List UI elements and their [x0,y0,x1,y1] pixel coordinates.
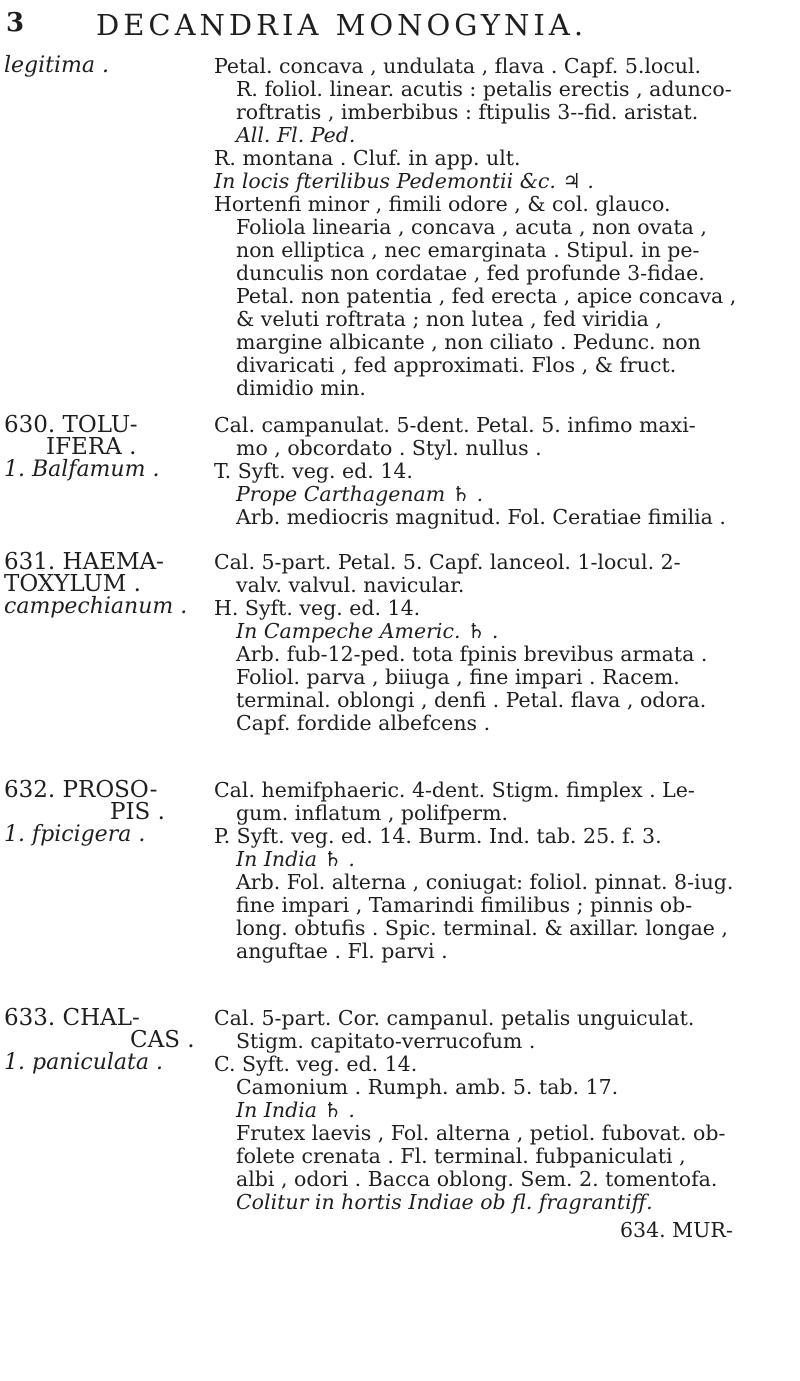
text-line: Capf. fordide albefcens . [236,711,491,735]
text-line: In India ♄ . [236,847,355,871]
species-label: 1. paniculata . [4,1050,163,1075]
text-line: terminal. oblongi , denfi . Petal. flava , odora. [236,688,707,712]
text-line: Foliol. parva , biiuga , fine impari . Racem. [236,665,680,689]
text-line: Cal. campanulat. 5-dent. Petal. 5. infimo maxi- [214,413,696,437]
page-header [0,0,800,50]
text-line: R. foliol. linear. acutis : petalis erectis , adunco- [236,77,732,101]
genus-name: CAS . [130,1027,195,1053]
text-line: divaricati , fed approximati. Flos , & fruct. [236,353,677,377]
catchword: 634. MUR- [620,1218,733,1242]
text-line: Arb. mediocris magnitud. Fol. Ceratiae fimilia . [236,505,726,529]
text-line: Arb. Fol. alterna , coniugat: foliol. pinnat. 8-iug. [236,870,734,894]
text-line: dunculis non cordatae , fed profunde 3-fidae. [236,261,705,285]
text-line: gum. inflatum , polifperm. [236,801,509,825]
species-label: campechianum . [4,594,188,619]
text-line: Cal. 5-part. Cor. campanul. petalis unguiculat. [214,1006,695,1030]
species-label: 1. fpicigera . [4,822,146,847]
text-line: anguftae . Fl. parvi . [236,939,448,963]
text-line: Frutex laevis , Fol. alterna , petiol. fubovat. ob- [236,1121,726,1145]
margin-label: legitima . [4,53,110,78]
text-line: mo , obcordato . Styl. nullus . [236,436,542,460]
running-head: DECANDRIA MONOGYNIA. [96,8,588,42]
genus-name: PIS . [110,799,165,825]
text-line: margine albicante , non ciliato . Pedunc. non [236,330,701,354]
text-line: Cal. 5-part. Petal. 5. Capf. lanceol. 1-locul. 2- [214,550,681,574]
genus-name: IFERA . [46,434,137,460]
text-line: folete crenata . Fl. terminal. fubpaniculati , [236,1144,686,1168]
text-line: R. montana . Cluf. in app. ult. [214,146,521,170]
text-line: Hortenfi minor , fimili odore , & col. glauco. [214,192,671,216]
text-line: & veluti roftrata ; non lutea , fed viridia , [236,307,662,331]
genus-number: 632. PROSO- [4,777,158,803]
text-line: T. Syft. veg. ed. 14. [214,459,413,483]
text-line: fine impari , Tamarindi fimilibus ; pinnis ob- [236,893,693,917]
genus-number: 631. HAEMA- [4,549,164,575]
text-line: In locis fterilibus Pedemontii &c. ♃ . [214,169,594,193]
genus-number: 633. CHAL- [4,1005,140,1031]
text-line: Petal. concava , undulata , flava . Capf. 5.locul. [214,54,702,78]
text-line: Camonium . Rumph. amb. 5. tab. 17. [236,1075,619,1099]
text-line: P. Syft. veg. ed. 14. Burm. Ind. tab. 25. f. 3. [214,824,662,848]
text-line: roftratis , imberbibus : ftipulis 3--fid. aristat. [236,100,699,124]
text-line: Stigm. capitato-verrucofum . [236,1029,536,1053]
genus-name: TOXYLUM . [4,571,141,597]
text-line: Petal. non patentia , fed erecta , apice concava , [236,284,737,308]
text-line: In India ♄ . [236,1098,355,1122]
text-line: H. Syft. veg. ed. 14. [214,596,421,620]
text-line: dimidio min. [236,376,366,400]
page-number: 3 [6,8,25,38]
text-line: Colitur in hortis Indiae ob fl. fragrantiff. [236,1190,653,1214]
text-line: C. Syft. veg. ed. 14. [214,1052,418,1076]
text-line: long. obtufis . Spic. terminal. & axillar. longae , [236,916,728,940]
text-line: Prope Carthagenam ♄ . [236,482,484,506]
text-line: valv. valvul. navicular. [236,573,465,597]
text-line: Foliola linearia , concava , acuta , non ovata , [236,215,707,239]
text-line: In Campeche Americ. ♄ . [236,619,499,643]
text-line: Arb. fub-12-ped. tota fpinis brevibus armata . [236,642,708,666]
genus-number: 630. TOLU- [4,412,138,438]
text-line: non elliptica , nec emarginata . Stipul. in pe- [236,238,700,262]
text-line: albi , odori . Bacca oblong. Sem. 2. tomentofa. [236,1167,718,1191]
text-line: All. Fl. Ped. [236,123,356,147]
text-line: Cal. hemifphaeric. 4-dent. Stigm. fimplex . Le- [214,778,695,802]
species-label: 1. Balfamum . [4,457,160,482]
